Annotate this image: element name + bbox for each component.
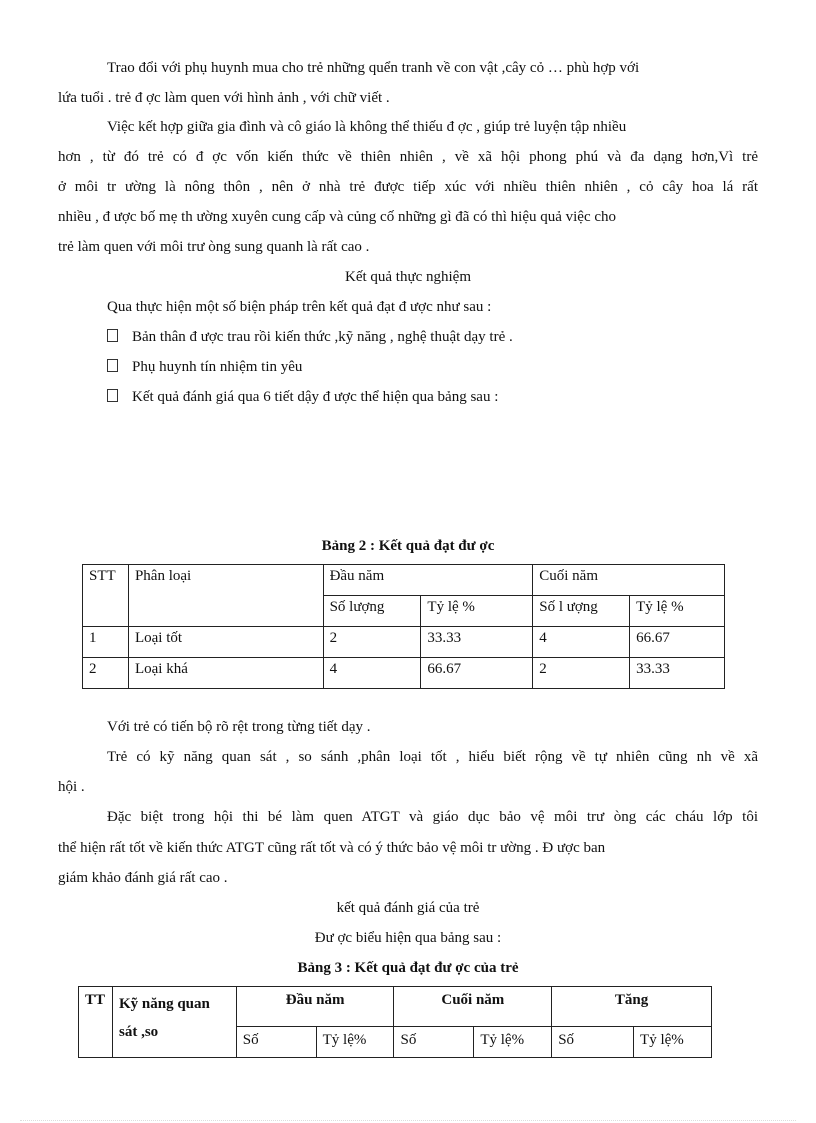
paragraph-line: giám khảo đánh giá rất cao . xyxy=(58,870,228,886)
table3-caption: Bảng 3 : Kết quả đạt đư ợc của trẻ xyxy=(297,960,519,976)
paragraph-line: thể hiện rất tốt về kiến thức ATGT cũng rất tốt và có ý thức bảo vệ môi tr ường . Đ ược ban xyxy=(58,840,606,856)
table-header-dau-nam: Đầu năm xyxy=(236,987,394,1027)
bullet-item xyxy=(107,327,807,347)
page-bottom-divider xyxy=(20,1120,796,1121)
table-header-dau-nam: Đầu năm xyxy=(323,565,533,596)
bullet-text: Bản thân đ ược trau rồi kiến thức ,kỹ năng , nghệ thuật dạy trẻ . xyxy=(132,329,513,345)
table-cell: 2 xyxy=(533,658,630,689)
section-title: Kết quả thực nghiệm xyxy=(344,269,471,285)
table-cell: 2 xyxy=(323,627,421,658)
bullet-box-icon xyxy=(107,359,118,372)
table-header-stt: STT xyxy=(83,565,129,627)
bullet-text: Phụ huynh tín nhiệm tin yêu xyxy=(132,359,303,375)
table-cell: 33.33 xyxy=(421,627,533,658)
paragraph-line: hơn , từ đó trẻ có đ ợc vốn kiến thức về thiên nhiên , về xã hội phong phú và đa dạng hơn,Vì trẻ xyxy=(58,149,758,165)
intro-line: Qua thực hiện một số biện pháp trên kết quả đạt đ ược như sau : xyxy=(107,299,492,315)
table-header-tang: Tăng xyxy=(552,987,712,1027)
paragraph-line: ở môi tr ường là nông thôn , nên ở nhà trẻ được tiếp xúc với nhiều thiên nhiên , cỏ cây hoa lá rất xyxy=(58,179,758,195)
bullet-box-icon xyxy=(107,329,118,342)
table-cell: Loại tốt xyxy=(128,627,323,658)
paragraph-line: Với trẻ có tiến bộ rõ rệt trong từng tiết dạy . xyxy=(107,719,371,735)
table-cell: 4 xyxy=(533,627,630,658)
paragraph-line: Trẻ có kỹ năng quan sát , so sánh ,phân loại tốt , hiểu biết rộng về tự nhiên cũng nh về xã xyxy=(107,749,758,765)
table-cell: 66.67 xyxy=(421,658,533,689)
table-header-phan-loai: Phân loại xyxy=(128,565,323,627)
table-cell: 2 xyxy=(83,658,129,689)
table-cell: 33.33 xyxy=(630,658,725,689)
paragraph-line: Việc kết hợp giữa gia đình và cô giáo là không thể thiếu đ ợc , giúp trẻ luyện tập nhiều xyxy=(107,119,627,135)
paragraph-line: nhiều , đ ược bố mẹ th ường xuyên cung cấp và củng cố những gì đã có thì hiệu quả việc cho xyxy=(58,209,617,225)
results-table-3 xyxy=(78,986,712,1058)
paragraph-line: trẻ làm quen với môi trư òng sung quanh là rất cao . xyxy=(58,239,370,255)
table-row xyxy=(83,658,725,689)
bullet-item xyxy=(107,387,807,407)
table-cell: 66.67 xyxy=(630,627,725,658)
table-header-ky-nang: Kỹ năng quan sát ,so xyxy=(112,987,236,1058)
table-row xyxy=(83,627,725,658)
paragraph-line: Trao đổi với phụ huynh mua cho trẻ những quển tranh về con vật ,cây cỏ … phù hợp với xyxy=(107,60,640,76)
bullet-text: Kết quả đánh giá qua 6 tiết dậy đ ược thể hiện qua bảng sau : xyxy=(132,389,499,405)
paragraph-line: Đặc biệt trong hội thi bé làm quen ATGT và giáo dục bảo vệ môi trư òng các cháu lớp tôi xyxy=(107,809,758,825)
table-header-tt: TT xyxy=(79,987,113,1058)
table-header-ty-le: Tỷ lệ% xyxy=(634,1027,712,1058)
bullet-item xyxy=(107,357,807,377)
paragraph-line: hội . xyxy=(58,779,85,795)
table-header-so-luong: Số lượng xyxy=(323,596,421,627)
table-header-cuoi-nam: Cuối năm xyxy=(394,987,552,1027)
result-title: kết quả đánh giá của trẻ xyxy=(336,900,480,916)
table-header-so: Số xyxy=(394,1027,474,1058)
table-cell: 1 xyxy=(83,627,129,658)
table-header-ty-le: Tỷ lệ% xyxy=(474,1027,552,1058)
table-header-so-luong: Số l ượng xyxy=(533,596,630,627)
bullet-box-icon xyxy=(107,389,118,402)
result-subtitle: Đư ợc biểu hiện qua bảng sau : xyxy=(314,930,502,946)
table-header-cuoi-nam: Cuối năm xyxy=(533,565,725,596)
paragraph-line: lứa tuổi . trẻ đ ợc làm quen với hình ảnh , với chữ viết . xyxy=(58,90,390,106)
results-table-2 xyxy=(82,564,725,689)
table-header-so: Số xyxy=(552,1027,634,1058)
table2-caption: Bảng 2 : Kết quả đạt đư ợc xyxy=(321,538,495,554)
table-header-ty-le: Tỷ lệ % xyxy=(421,596,533,627)
table-header-ty-le: Tỷ lệ% xyxy=(316,1027,394,1058)
table-header-ty-le: Tỷ lệ % xyxy=(630,596,725,627)
table-cell: Loại khá xyxy=(128,658,323,689)
table-header-so: Số xyxy=(236,1027,316,1058)
table-cell: 4 xyxy=(323,658,421,689)
